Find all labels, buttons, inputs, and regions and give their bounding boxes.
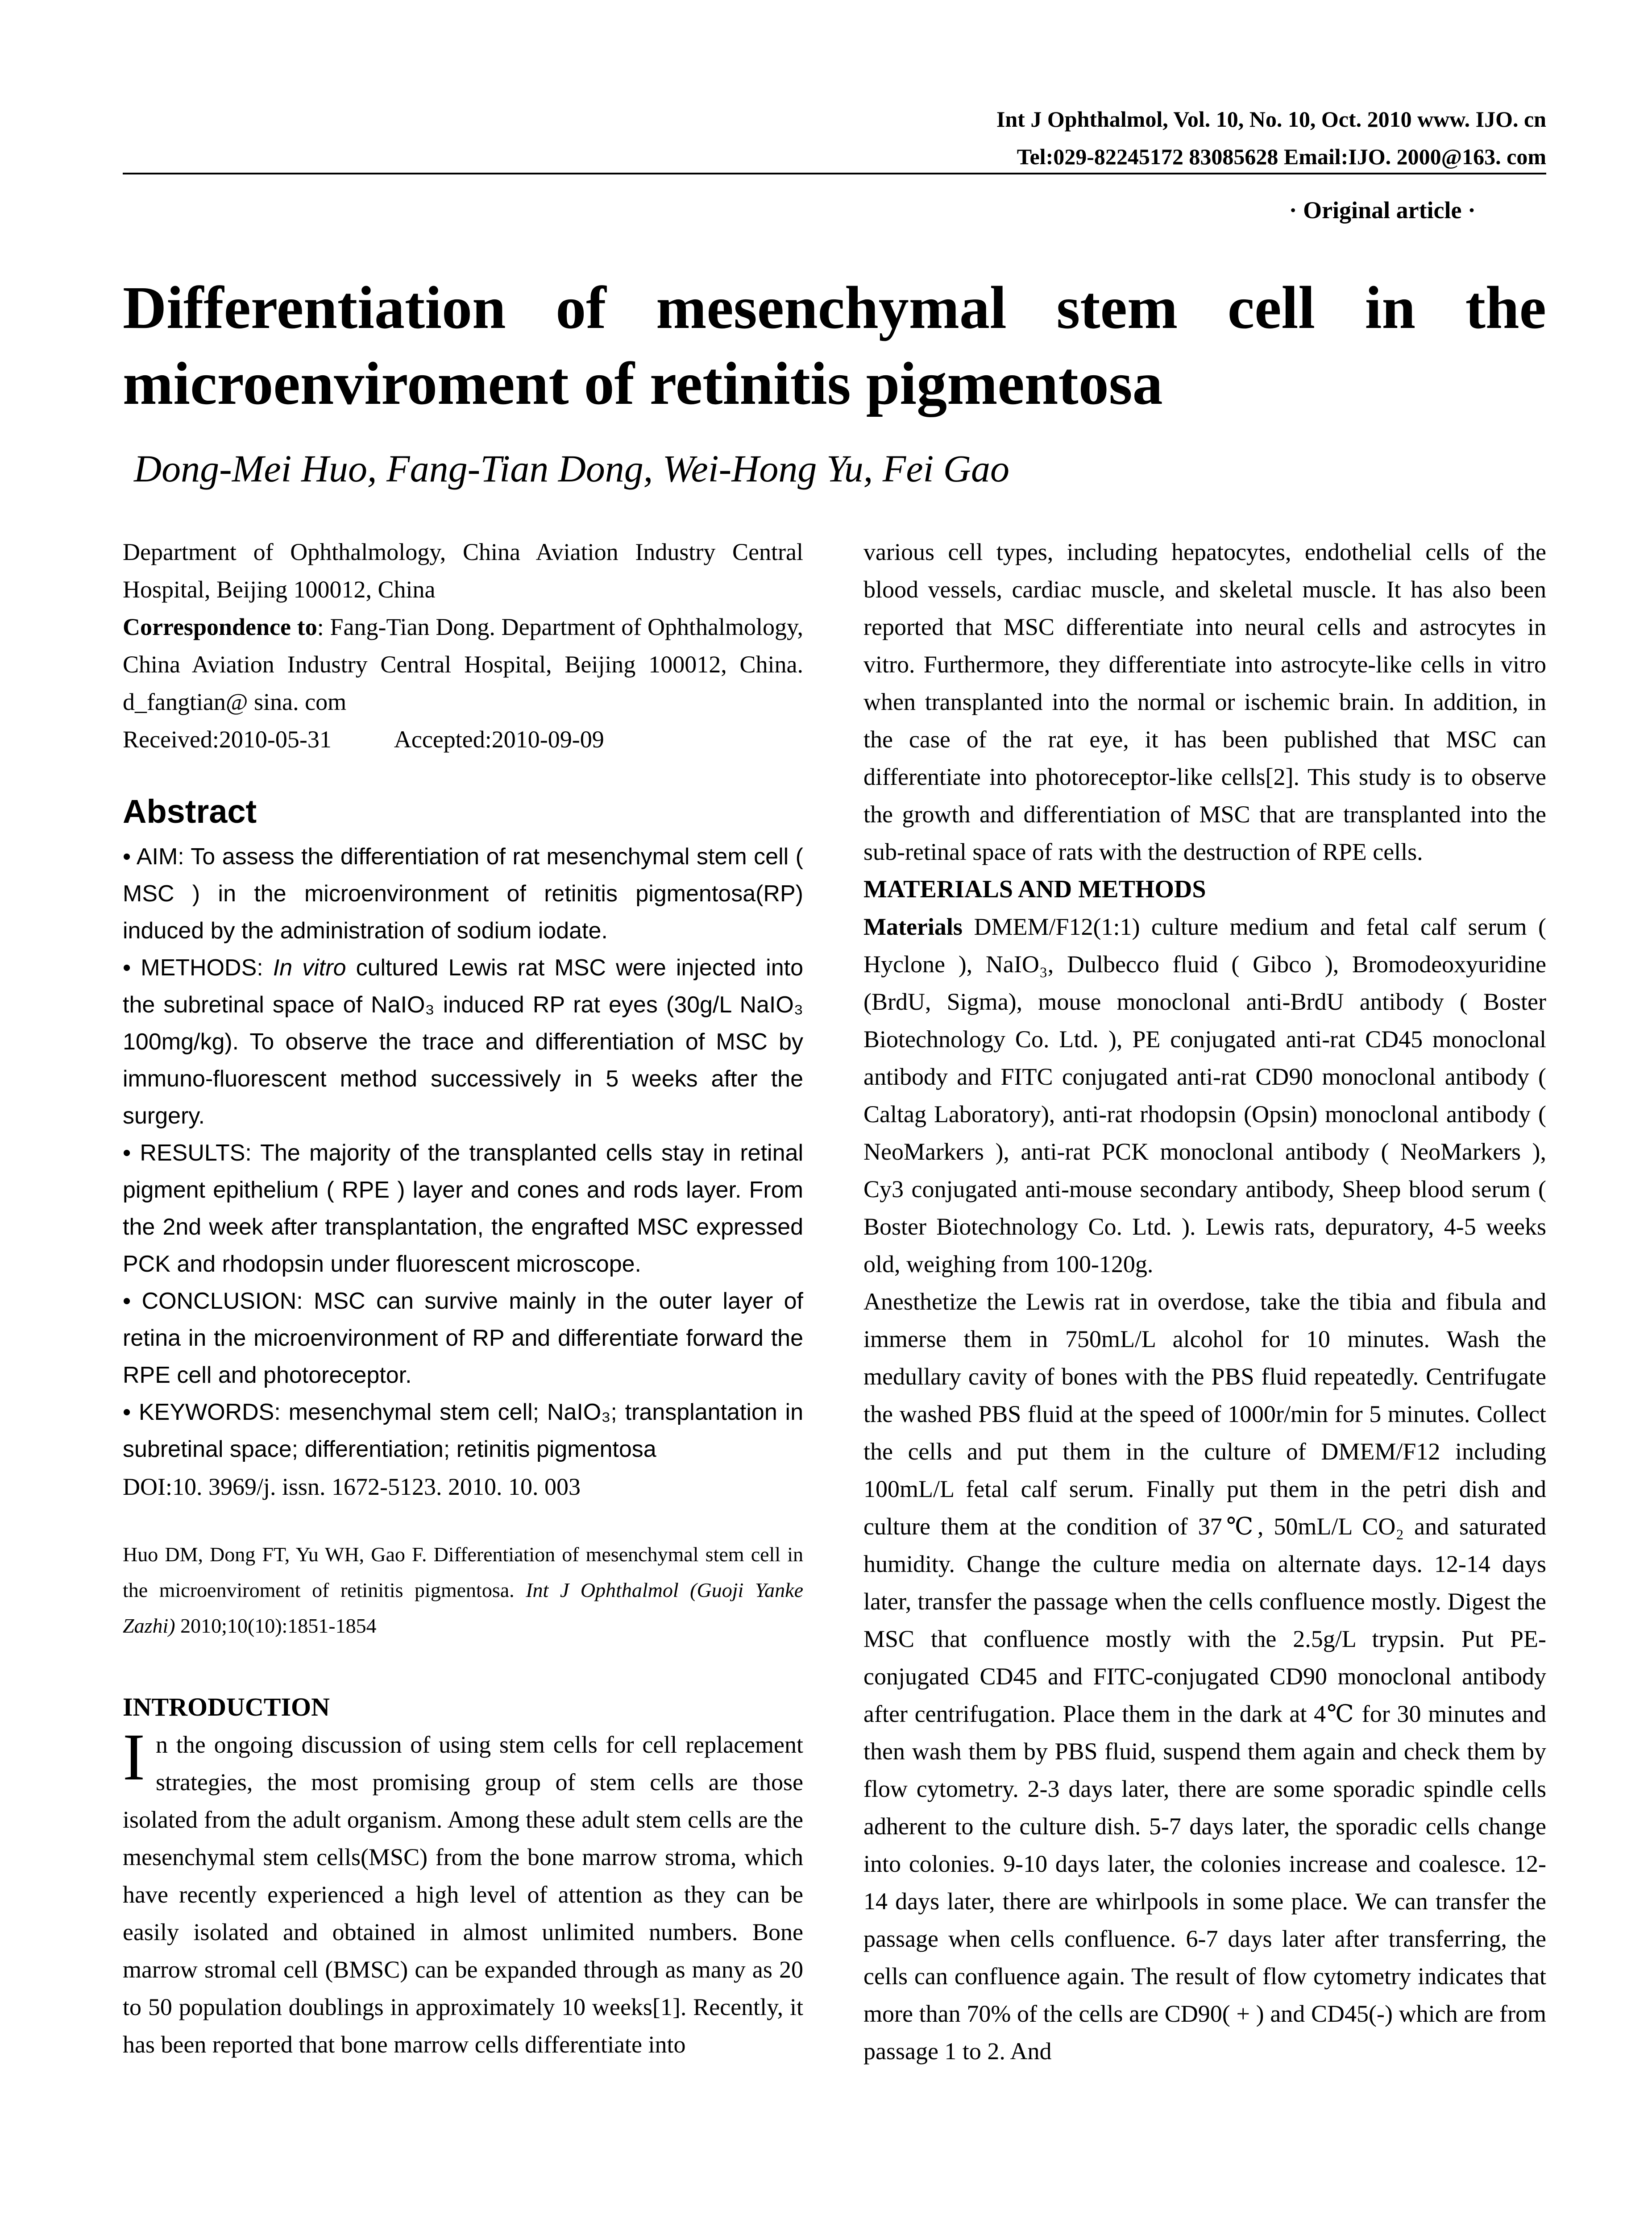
introduction-text — [123, 1720, 803, 2063]
title-word: mesenchymal — [656, 274, 1007, 341]
methods-italic: In vitro — [273, 955, 346, 981]
title-word: Differentiation — [123, 274, 506, 341]
methods-rest: cultured Lewis rat MSC were injected into the subretinal space of NaIO₃ induced RP rat eyes (30g/L NaIO₃ 100mg/kg). To observe the trace and differentiation of MSC by immuno-fluorescent method successively in 5 weeks after the surgery. — [123, 955, 803, 1129]
dates — [123, 721, 803, 758]
abstract-conclusion: • CONCLUSION: MSC can survive mainly in the outer layer of retina in the microenvironment of RP and differentiate forward the RPE cell and photoreceptor. — [123, 1288, 803, 1388]
abstract-heading: Abstract — [123, 793, 257, 830]
citation — [123, 1537, 803, 1644]
introduction-continued: various cell types, including hepatocytes, endothelial cells of the blood vessels, cardiac muscle, and skeletal muscle. It has also been reported that MSC differentiate into neural cells and astrocytes in vitro. Furthermore, they differentiate into astrocyte-like cells in vitro when transplanted into the normal or ischemic brain. In addition, in the case of the rat eye, it has been published that MSC can differentiate into photoreceptor-like cells[2]. This study is to observe the growth and differentiation of MSC that are transplanted into the sub-retinal space of rats with the destruction of RPE cells. — [863, 539, 1546, 865]
abstract-methods — [123, 950, 803, 1135]
section-label: · Original article · — [1289, 197, 1476, 224]
header-rule — [123, 173, 1546, 174]
title-word: in — [1365, 274, 1416, 341]
contact-line: Tel:029-82245172 83085628 Email:IJO. 2000@163. com — [1017, 144, 1546, 169]
left-column — [123, 533, 803, 2063]
correspondence-text: : Fang-Tian Dong. Department of Ophthalmology, China Aviation Industry Central Hospital, Beijing 100012, China. d_fangtian@ sina. com — [123, 614, 803, 715]
title-word: of — [556, 274, 606, 341]
methods-heading: MATERIALS AND METHODS — [863, 875, 1206, 903]
citation-text: Huo DM, Dong FT, Yu WH, Gao F. Differentiation of mesenchymal stem cell in the microenviroment of retinitis pigmentosa. — [123, 1543, 803, 1601]
abstract-keywords: • KEYWORDS: mesenchymal stem cell; NaIO₃; transplantation in subretinal space; differentiation; retinitis pigmentosa — [123, 1399, 803, 1462]
title-word: stem — [1056, 274, 1178, 341]
procedure-paragraph: Anesthetize the Lewis rat in overdose, take the tibia and fibula and immerse them in 750mL/L alcohol for 10 minutes. Wash the medullary cavity of bones with the PBS fluid repeatedly. Centrifugate the washed PBS fluid at the speed of 1000r/min for 5 minutes. Collect the cells and put them in the culture of DMEM/F12 including 100mL/L fetal calf serum. Finally put them in the petri dish and culture them at the condition of 37℃, 50mL/L CO₂ and saturated humidity. Change the culture media on alternate days. 12-14 days later, transfer the passage when the cells confluence mostly. Digest the MSC that confluence mostly with the 2.5g/L trypsin. Put PE-conjugated CD45 and FITC-conjugated CD90 monoclonal antibody after centrifugation. Place them in the dark at 4℃ for 30 minutes and then wash them by PBS fluid, suspend them again and check them by flow cytometry. 2-3 days later, there are some sporadic spindle cells adherent to the culture dish. 5-7 days later, the sporadic cells change into colonies. 9-10 days later, the colonies increase and coalesce. 12-14 days later, there are whirlpools in some place. We can transfer the passage when cells confluence. 6-7 days later after transferring, the cells can confluence again. The result of flow cytometry indicates that more than 70% of the cells are CD90( + ) and CD45(-) which are from passage 1 to 2. And — [863, 1288, 1546, 2065]
title-line-1 — [123, 270, 1546, 346]
introduction-body: n the ongoing discussion of using stem cells for cell replacement strategies, the most promising group of stem cells are those isolated from the adult organism. Among these adult stem cells are the mesenchymal stem cells(MSC) from the bone marrow stroma, which have recently experienced a high level of attention as they can be easily isolated and obtained in almost unlimited numbers. Bone marrow stromal cell (BMSC) can be expanded through as many as 20 to 50 population doublings in approximately 10 weeks[1]. Recently, it has been reported that bone marrow cells differentiate into — [123, 1731, 803, 2058]
authors: Dong-Mei Huo, Fang-Tian Dong, Wei-Hong Yu, Fei Gao — [134, 447, 1010, 490]
title-line-2: microenviroment of retinitis pigmentosa — [123, 350, 1163, 417]
citation-journal: Int J Ophthalmol (Guoji Yanke Zazhi) — [123, 1579, 804, 1637]
abstract-aim: • AIM: To assess the differentiation of rat mesenchymal stem cell ( MSC ) in the microenvironment of retinitis pigmentosa(RP) induced by the administration of sodium iodate. — [123, 844, 803, 944]
dropcap-letter: I — [123, 1720, 145, 1794]
department: Department of Ophthalmology, China Aviation Industry Central Hospital, Beijing 100012, China — [123, 539, 803, 603]
title-word: cell — [1227, 274, 1316, 341]
affiliation-block — [123, 533, 803, 758]
abstract-results: • RESULTS: The majority of the transplanted cells stay in retinal pigment epithelium ( RPE ) layer and cones and rods layer. From the 2nd week after transplantation, the engrafted MSC expressed PCK and rhodopsin under fluorescent microscope. — [123, 1140, 803, 1277]
materials-paragraph — [863, 908, 1546, 1283]
accepted-date: Accepted:2010-09-09 — [394, 726, 604, 753]
doi: DOI:10. 3969/j. issn. 1672-5123. 2010. 10. 003 — [123, 1473, 581, 1500]
methods-prefix: • METHODS: — [123, 955, 273, 981]
correspondence — [123, 608, 803, 721]
title-word: the — [1465, 274, 1546, 341]
materials-label: Materials — [863, 913, 963, 940]
article-title — [123, 270, 1546, 422]
received-date: Received:2010-05-31 — [123, 726, 332, 753]
right-column — [863, 533, 1546, 2070]
materials-text: DMEM/F12(1:1) culture medium and fetal calf serum ( Hyclone ), NaIO₃, Dulbecco fluid ( Gibco ), Bromodeoxyuridine (BrdU, Sigma), mouse monoclonal anti-BrdU antibody ( Boster Biotechnology Co. Ltd. ), PE conjugated anti-rat CD45 monoclonal antibody and FITC conjugated anti-rat CD90 monoclonal antibody ( Caltag Laboratory), anti-rat rhodopsin (Opsin) monoclonal antibody ( NeoMarkers ), anti-rat PCK monoclonal antibody ( NeoMarkers ), Cy3 conjugated anti-mouse secondary antibody, Sheep blood serum ( Boster Biotechnology Co. Ltd. ). Lewis rats, depuratory, 4-5 weeks old, weighing from 100-120g. — [863, 913, 1546, 1277]
journal-line: Int J Ophthalmol, Vol. 10, No. 10, Oct. 2010 www. IJO. cn — [996, 107, 1546, 132]
introduction-heading: INTRODUCTION — [123, 1692, 330, 1721]
correspondence-label: Correspondence to — [123, 614, 317, 640]
citation-details: 2010;10(10):1851-1854 — [175, 1614, 377, 1637]
